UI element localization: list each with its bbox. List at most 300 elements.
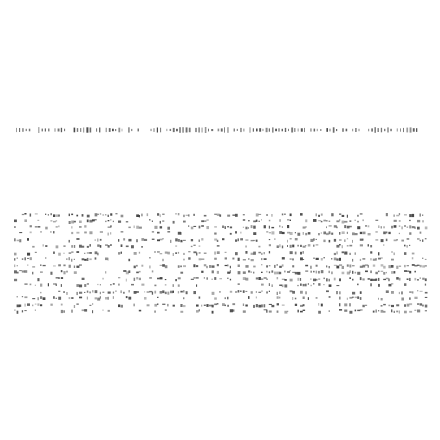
- header-speck: [218, 129, 220, 132]
- text-speck: [126, 246, 129, 248]
- header-speck: [240, 128, 242, 132]
- text-speck: [22, 214, 24, 215]
- text-speck: [370, 251, 372, 253]
- text-speck: [128, 239, 131, 242]
- text-speck: [136, 265, 137, 267]
- body-text-illegible: [14, 212, 428, 314]
- text-speck: [139, 310, 141, 312]
- text-speck: [134, 252, 137, 255]
- text-speck: [162, 304, 165, 305]
- text-speck: [139, 271, 141, 273]
- text-speck: [378, 278, 379, 281]
- text-speck: [32, 266, 35, 268]
- text-speck: [334, 239, 336, 242]
- text-speck: [422, 239, 423, 242]
- text-speck: [154, 226, 157, 229]
- text-speck: [165, 265, 168, 268]
- text-speck: [362, 239, 363, 241]
- text-speck: [188, 257, 190, 259]
- text-speck: [331, 233, 333, 235]
- text-speck: [261, 278, 263, 280]
- text-speck: [17, 240, 19, 242]
- text-speck: [329, 221, 331, 222]
- text-speck: [108, 220, 110, 221]
- text-speck: [342, 272, 345, 275]
- text-speck: [256, 304, 258, 307]
- text-speck: [196, 305, 199, 307]
- header-speck: [330, 129, 331, 132]
- text-speck: [84, 225, 86, 227]
- text-speck: [243, 290, 245, 293]
- text-speck: [271, 227, 274, 228]
- text-speck: [422, 278, 424, 280]
- header-speck: [406, 128, 408, 133]
- header-speck: [195, 128, 197, 132]
- text-speck: [201, 271, 203, 273]
- text-speck: [414, 227, 415, 229]
- text-speck: [87, 283, 89, 284]
- text-speck: [248, 258, 250, 260]
- text-speck: [318, 283, 320, 286]
- text-speck: [378, 284, 380, 287]
- text-speck: [316, 258, 319, 260]
- text-speck: [24, 284, 27, 285]
- text-speck: [269, 232, 271, 233]
- text-speck: [225, 305, 226, 307]
- text-speck: [95, 239, 96, 241]
- text-speck: [292, 291, 295, 294]
- text-speck: [204, 277, 205, 279]
- text-speck: [45, 227, 48, 230]
- text-speck: [349, 220, 351, 222]
- text-speck: [394, 220, 397, 222]
- text-speck: [128, 227, 130, 229]
- text-speck: [206, 226, 209, 229]
- text-speck: [157, 297, 159, 298]
- header-speck: [390, 129, 391, 131]
- text-speck: [277, 264, 278, 266]
- text-speck: [323, 284, 324, 285]
- text-speck: [305, 219, 307, 222]
- text-speck: [407, 304, 410, 307]
- text-speck: [37, 303, 39, 305]
- text-speck: [383, 244, 384, 246]
- text-speck: [409, 232, 411, 235]
- text-speck: [308, 297, 309, 300]
- text-speck: [386, 272, 387, 273]
- text-speck: [425, 278, 427, 281]
- text-speck: [349, 270, 351, 273]
- text-speck: [227, 215, 230, 217]
- text-speck: [61, 284, 62, 287]
- text-speck: [92, 310, 93, 313]
- text-speck: [375, 279, 377, 281]
- text-speck: [53, 296, 55, 299]
- text-speck: [79, 292, 82, 294]
- text-speck: [24, 296, 27, 298]
- text-speck: [61, 310, 63, 313]
- text-speck: [37, 226, 40, 227]
- text-speck: [110, 213, 112, 215]
- text-speck: [217, 214, 220, 216]
- header-speck: [150, 129, 151, 131]
- text-speck: [214, 239, 217, 241]
- text-speck: [329, 279, 330, 282]
- text-speck: [141, 265, 143, 267]
- text-speck: [305, 226, 307, 227]
- header-speck: [74, 128, 76, 133]
- text-speck: [157, 232, 160, 234]
- text-speck: [297, 310, 299, 313]
- text-speck: [360, 259, 361, 261]
- text-speck: [326, 278, 328, 281]
- text-speck: [339, 297, 341, 300]
- header-speck: [410, 127, 412, 132]
- text-speck: [282, 246, 283, 249]
- text-speck: [399, 292, 400, 294]
- header-speck: [317, 129, 318, 131]
- text-speck: [204, 305, 206, 306]
- text-speck: [128, 259, 130, 261]
- text-speck: [212, 279, 213, 280]
- text-speck: [22, 270, 25, 272]
- text-speck: [344, 239, 345, 242]
- text-speck: [404, 245, 406, 247]
- text-speck: [131, 245, 134, 248]
- text-speck: [139, 215, 140, 217]
- text-speck: [69, 214, 70, 217]
- text-speck: [149, 266, 150, 269]
- header-speck: [259, 128, 261, 132]
- text-speck: [230, 233, 232, 235]
- text-speck: [113, 221, 114, 222]
- text-speck: [71, 226, 72, 228]
- text-speck: [232, 303, 235, 305]
- text-speck: [56, 284, 57, 287]
- text-speck: [396, 311, 398, 313]
- text-speck: [303, 251, 304, 254]
- text-speck: [300, 311, 303, 313]
- header-speck: [282, 129, 283, 132]
- text-speck: [134, 304, 135, 307]
- header-speck: [106, 128, 107, 132]
- text-speck: [63, 310, 64, 313]
- text-speck: [100, 292, 101, 294]
- text-speck: [339, 264, 342, 266]
- text-speck: [243, 214, 245, 215]
- header-speck: [326, 128, 328, 132]
- text-speck: [339, 258, 341, 261]
- text-speck: [404, 225, 406, 227]
- header-speck: [358, 129, 359, 131]
- text-speck: [422, 305, 424, 307]
- text-speck: [180, 291, 182, 293]
- text-speck: [287, 311, 288, 312]
- text-speck: [128, 297, 131, 300]
- text-speck: [97, 298, 100, 301]
- text-speck: [360, 297, 362, 300]
- text-speck: [362, 258, 365, 259]
- text-speck: [160, 277, 163, 279]
- text-speck: [183, 297, 184, 299]
- text-speck: [381, 298, 383, 300]
- text-speck: [45, 214, 46, 215]
- text-speck: [256, 220, 258, 222]
- text-speck: [147, 304, 150, 306]
- text-speck: [48, 214, 49, 216]
- text-speck: [30, 214, 32, 217]
- text-speck: [230, 227, 232, 229]
- text-speck: [271, 270, 273, 272]
- text-speck: [373, 279, 376, 281]
- text-speck: [178, 239, 180, 242]
- text-speck: [102, 310, 103, 311]
- text-speck: [74, 259, 75, 260]
- text-speck: [144, 239, 147, 241]
- header-speck: [314, 129, 316, 132]
- text-speck: [123, 238, 125, 240]
- text-speck: [425, 305, 428, 308]
- text-speck: [82, 309, 85, 311]
- text-speck: [300, 284, 302, 286]
- text-speck: [303, 227, 306, 229]
- text-speck: [14, 265, 15, 268]
- text-speck: [89, 305, 91, 306]
- header-speck: [22, 128, 23, 132]
- text-speck: [274, 265, 276, 268]
- text-speck: [178, 265, 180, 268]
- header-speck: [378, 128, 379, 132]
- text-speck: [253, 305, 255, 308]
- text-speck: [279, 219, 281, 222]
- text-speck: [407, 279, 409, 280]
- text-speck: [243, 227, 244, 228]
- text-speck: [339, 303, 340, 306]
- text-speck: [323, 240, 325, 243]
- text-speck: [297, 278, 299, 281]
- text-speck: [399, 233, 400, 234]
- text-speck: [149, 257, 150, 258]
- text-speck: [310, 271, 312, 273]
- text-speck: [245, 227, 247, 230]
- text-speck: [360, 213, 363, 215]
- text-speck: [284, 284, 287, 287]
- text-speck: [126, 296, 128, 298]
- text-speck: [261, 304, 263, 307]
- text-speck: [225, 257, 227, 259]
- text-speck: [71, 297, 73, 299]
- header-speck: [16, 128, 17, 132]
- text-speck: [95, 251, 98, 254]
- header-speck: [42, 129, 43, 132]
- text-speck: [334, 265, 337, 266]
- text-speck: [370, 279, 373, 281]
- text-speck: [375, 272, 378, 274]
- text-speck: [425, 238, 427, 239]
- text-speck: [295, 304, 297, 306]
- text-speck: [95, 219, 97, 220]
- text-speck: [256, 297, 257, 299]
- text-speck: [357, 284, 358, 286]
- header-speck: [278, 128, 279, 131]
- header-speck: [256, 129, 258, 132]
- text-speck: [240, 232, 241, 234]
- text-speck: [74, 221, 76, 223]
- text-speck: [355, 310, 357, 312]
- text-speck: [253, 252, 256, 255]
- header-speck: [205, 127, 207, 133]
- text-speck: [206, 304, 208, 307]
- text-speck: [56, 226, 58, 227]
- text-speck: [347, 264, 349, 266]
- text-speck: [217, 271, 219, 274]
- text-speck: [297, 285, 298, 286]
- text-speck: [84, 253, 85, 254]
- text-speck: [321, 221, 323, 222]
- text-speck: [344, 221, 347, 223]
- text-speck: [271, 284, 273, 287]
- text-speck: [199, 226, 201, 229]
- text-speck: [383, 226, 385, 228]
- header-text-illegible: [16, 126, 424, 134]
- text-speck: [256, 213, 259, 216]
- text-speck: [352, 265, 355, 266]
- header-speck: [403, 128, 404, 132]
- text-speck: [17, 272, 19, 274]
- text-speck: [89, 244, 91, 247]
- text-speck: [310, 266, 311, 269]
- text-speck: [339, 244, 341, 245]
- text-speck: [40, 264, 42, 266]
- text-speck: [162, 220, 164, 222]
- text-speck: [157, 304, 158, 305]
- text-speck: [336, 291, 337, 294]
- text-speck: [82, 214, 84, 217]
- text-speck: [152, 231, 154, 232]
- text-speck: [357, 221, 359, 223]
- text-speck: [370, 258, 372, 260]
- text-speck: [300, 213, 303, 216]
- text-speck: [121, 290, 122, 293]
- text-speck: [141, 284, 144, 286]
- text-speck: [399, 311, 400, 314]
- text-speck: [69, 240, 70, 243]
- header-speck: [304, 128, 305, 132]
- text-speck: [76, 266, 79, 268]
- text-speck: [308, 283, 309, 284]
- text-speck: [22, 296, 23, 297]
- text-speck: [412, 257, 414, 259]
- text-speck: [383, 304, 386, 305]
- text-speck: [58, 297, 61, 300]
- text-speck: [409, 245, 410, 246]
- text-speck: [76, 232, 79, 234]
- text-speck: [308, 232, 311, 234]
- text-speck: [37, 278, 39, 281]
- header-speck: [176, 129, 178, 132]
- text-speck: [245, 278, 248, 281]
- header-speck: [131, 129, 132, 131]
- text-speck: [162, 259, 164, 261]
- text-speck: [417, 238, 420, 239]
- text-speck: [313, 283, 314, 284]
- text-speck: [378, 225, 380, 228]
- text-speck: [14, 310, 16, 311]
- text-speck: [318, 271, 320, 274]
- text-speck: [97, 214, 99, 215]
- text-speck: [349, 253, 350, 255]
- text-speck: [66, 292, 68, 295]
- text-speck: [401, 226, 402, 229]
- text-speck: [14, 270, 17, 273]
- text-speck: [152, 270, 154, 272]
- text-speck: [118, 277, 120, 278]
- text-speck: [110, 232, 111, 234]
- text-speck: [76, 284, 79, 287]
- text-speck: [422, 220, 424, 222]
- text-speck: [388, 232, 390, 234]
- text-speck: [349, 303, 350, 306]
- text-speck: [404, 311, 407, 314]
- text-speck: [417, 227, 420, 230]
- text-speck: [261, 219, 262, 220]
- text-speck: [71, 310, 73, 313]
- text-speck: [425, 297, 428, 298]
- text-speck: [162, 290, 164, 293]
- text-speck: [219, 214, 221, 216]
- text-speck: [58, 253, 61, 256]
- text-speck: [342, 221, 345, 224]
- text-speck: [347, 232, 348, 234]
- text-speck: [417, 290, 418, 291]
- text-speck: [399, 225, 401, 227]
- text-speck: [303, 297, 305, 300]
- text-speck: [76, 215, 78, 217]
- text-speck: [76, 303, 78, 305]
- text-speck: [102, 214, 104, 215]
- text-speck: [105, 221, 107, 222]
- text-speck: [160, 221, 161, 224]
- text-speck: [251, 291, 253, 294]
- text-speck: [381, 310, 384, 313]
- text-speck: [17, 265, 18, 266]
- text-speck: [199, 258, 202, 260]
- text-speck: [97, 253, 98, 256]
- text-speck: [240, 238, 243, 240]
- text-speck: [282, 257, 285, 259]
- text-speck: [256, 277, 258, 279]
- text-speck: [417, 220, 420, 222]
- text-speck: [386, 278, 389, 280]
- text-speck: [261, 258, 262, 260]
- text-speck: [258, 305, 261, 308]
- text-speck: [24, 257, 26, 260]
- header-speck: [288, 129, 289, 131]
- text-speck: [375, 258, 376, 261]
- text-speck: [102, 278, 103, 280]
- text-speck: [243, 310, 246, 312]
- text-speck: [238, 271, 241, 274]
- text-speck: [279, 291, 280, 294]
- text-speck: [295, 272, 298, 275]
- text-speck: [69, 221, 71, 224]
- text-speck: [375, 239, 378, 241]
- text-speck: [105, 297, 108, 300]
- text-speck: [264, 304, 266, 307]
- text-speck: [74, 266, 75, 269]
- text-speck: [323, 232, 326, 235]
- text-speck: [391, 259, 394, 261]
